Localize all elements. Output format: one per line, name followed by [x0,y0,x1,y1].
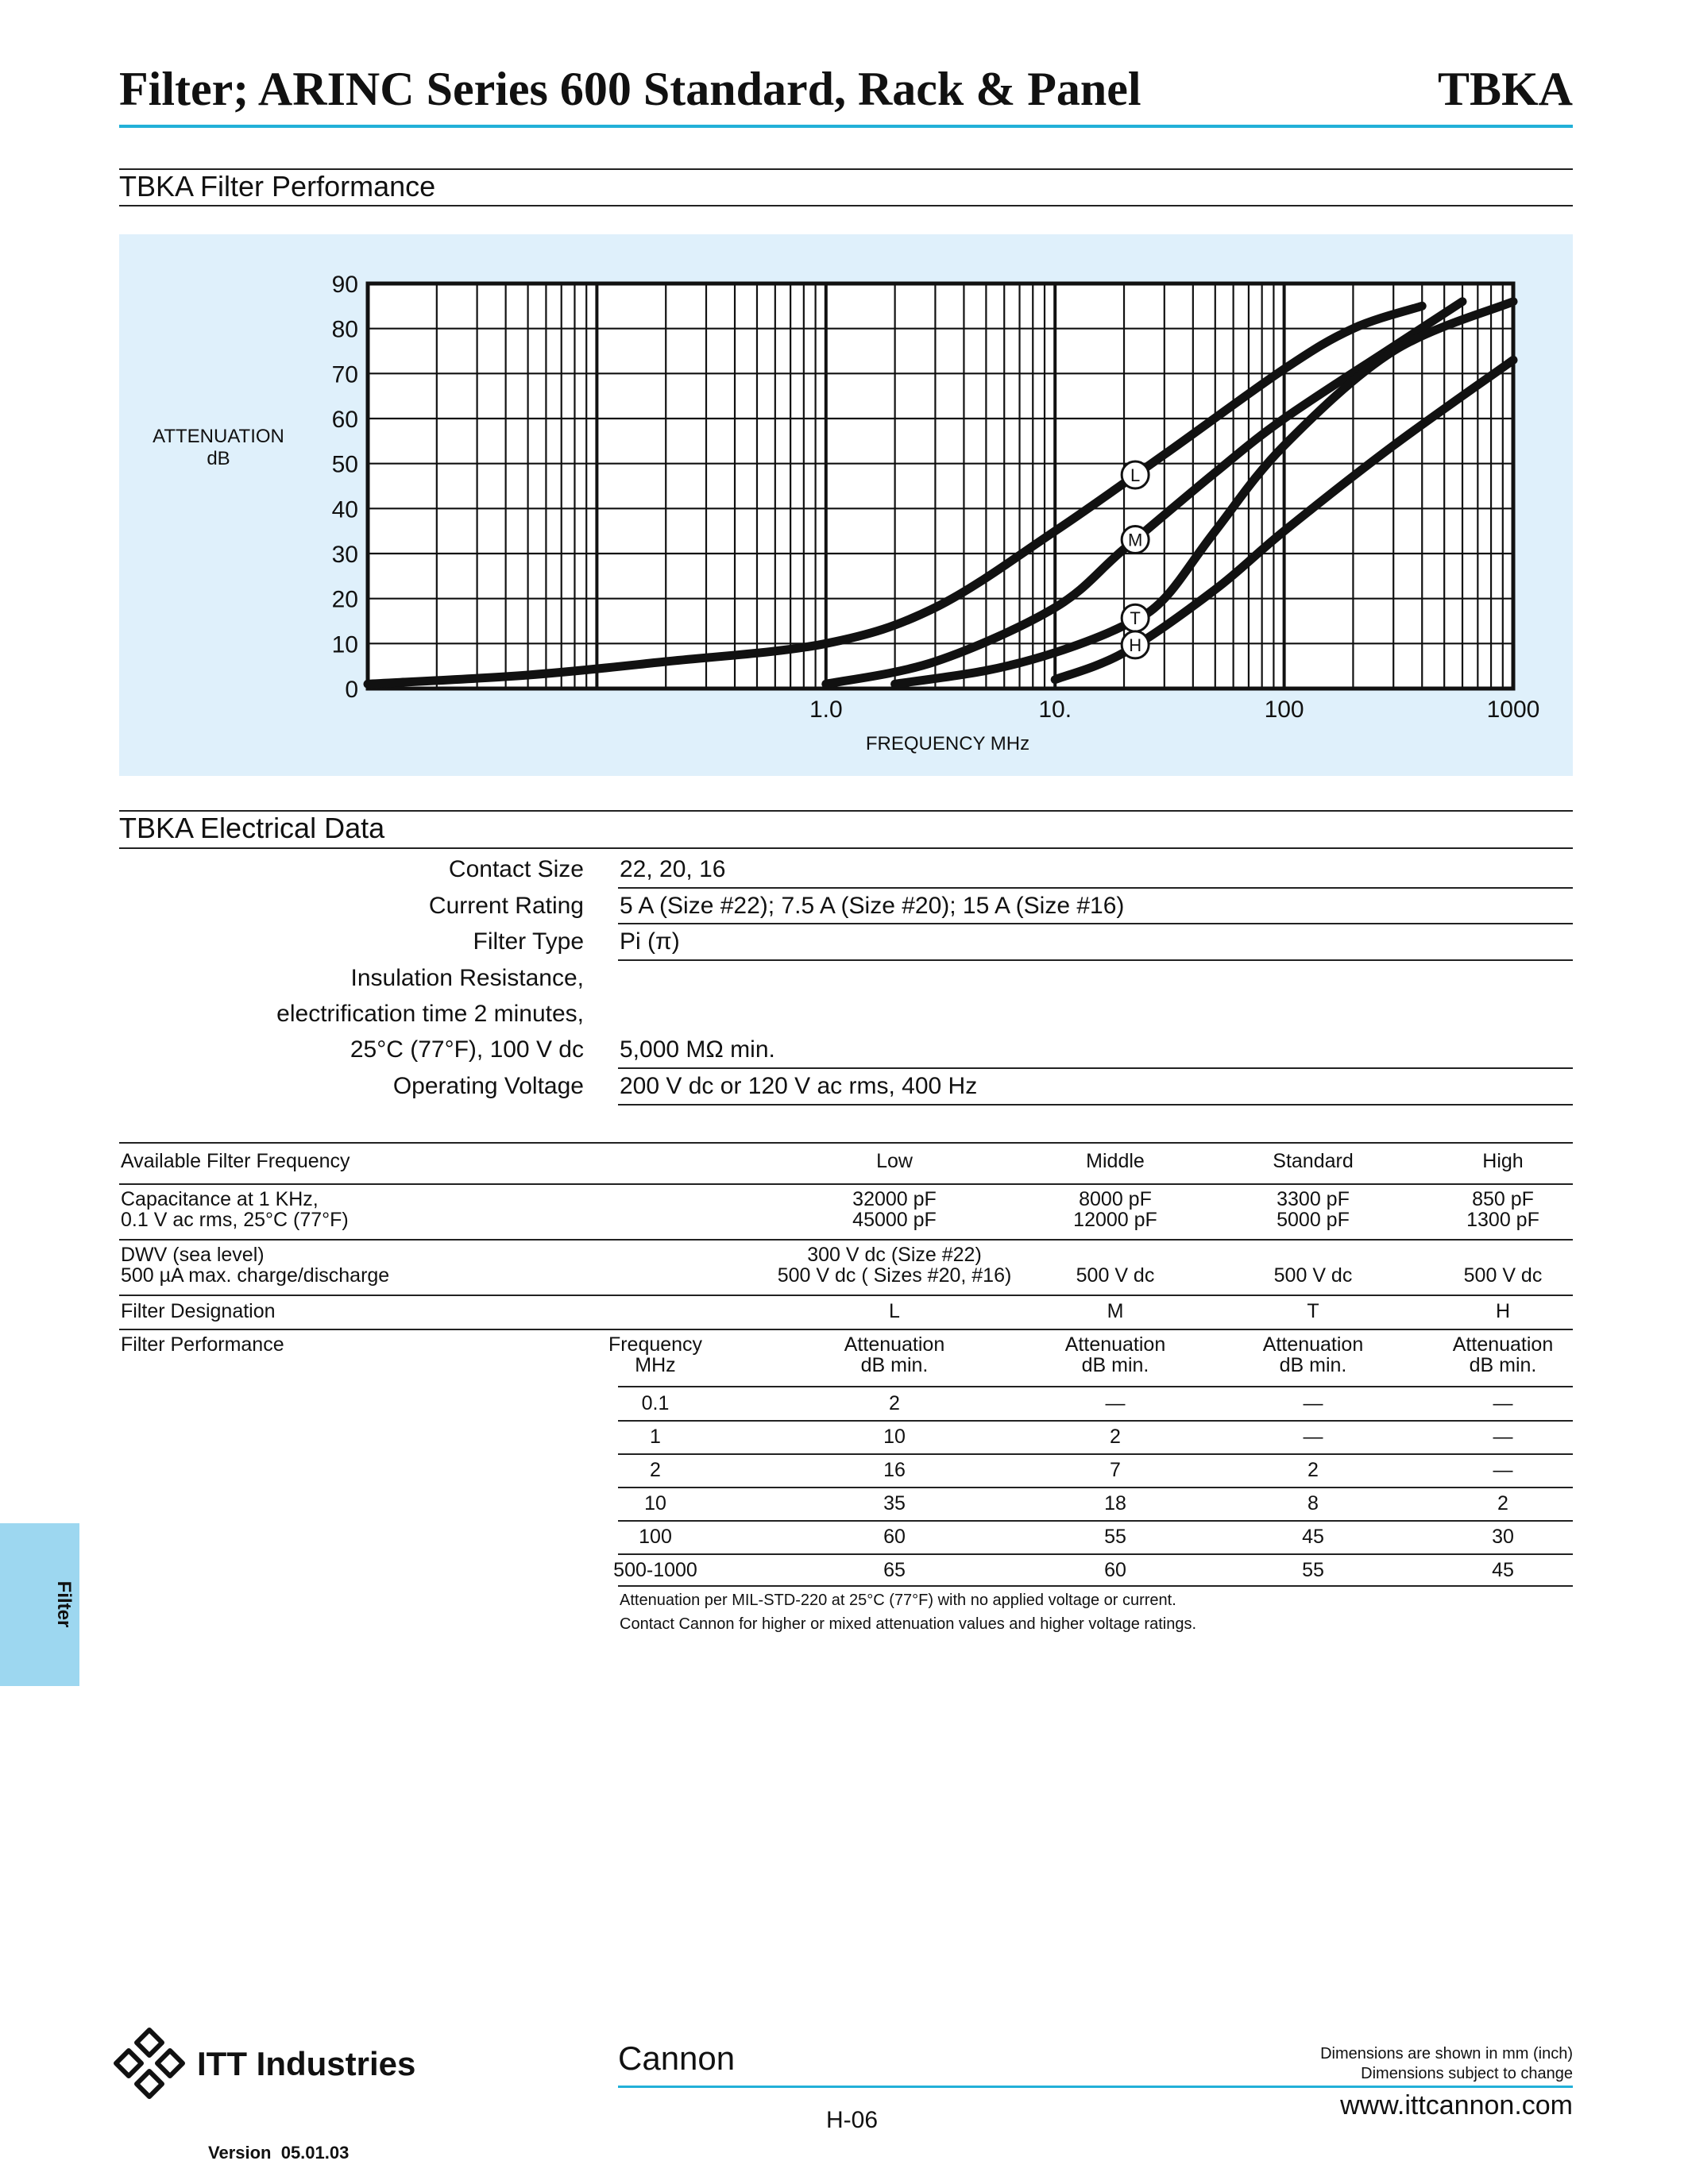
available-filter-label: Available Filter Frequency [121,1150,350,1172]
row-value: 22, 20, 16 [620,856,726,882]
table-note: Attenuation per MIL-STD-220 at 25°C (77°F) with no applied voltage or current. [620,1592,1176,1609]
row-label: Filter Type [473,928,584,955]
table-cell: 60 [1104,1559,1126,1581]
frequency-cell: 2 [650,1459,661,1481]
table-cell: 5000 pF [1277,1209,1350,1231]
table-cell: 2 [1497,1492,1508,1515]
table-cell: 18 [1104,1492,1126,1515]
header-rule [119,125,1573,128]
series-marker-label: T [1130,608,1141,629]
row-label: Operating Voltage [392,1073,584,1099]
table-row [0,1554,1688,1586]
table-cell: 55 [1302,1559,1324,1581]
capacitance-row [0,1185,1688,1237]
table-cell: 2 [889,1392,900,1414]
table-cell: 55 [1104,1526,1126,1548]
table-cell: L [889,1300,900,1322]
table-cell: — [1105,1392,1126,1414]
table-cell: 500 V dc ( Sizes #20, #16) [777,1264,1012,1287]
row-label: 25°C (77°F), 100 V dc [350,1036,584,1063]
table-cell: 500 V dc [1076,1264,1155,1287]
table-cell: — [1493,1426,1513,1448]
table-cell: H [1495,1300,1511,1322]
y-tick-label: 80 [331,316,358,343]
table-cell: 35 [883,1492,906,1515]
section-rule [119,847,1573,849]
dimension-note: Dimensions are shown in mm (inch) [1320,2045,1573,2062]
footer-rule [618,2086,1573,2088]
table-cell: 1300 pF [1466,1209,1539,1231]
table-cell: 300 V dc (Size #22) [807,1244,982,1266]
table-note: Contact Cannon for higher or mixed attenuation values and higher voltage ratings. [620,1615,1197,1633]
table-cell: 500 V dc [1463,1264,1543,1287]
frequency-header: Frequency [608,1333,703,1356]
x-tick-label: 100 [1264,696,1304,723]
frequency-cell: 0.1 [641,1392,670,1414]
chart-panel [119,234,1573,776]
series-marker-label: H [1129,635,1142,655]
side-tab-label: Filter [53,1580,75,1628]
company-name: ITT Industries [197,2045,416,2082]
row-value: Pi (π) [620,928,680,955]
electrical-row-current-rating [119,888,1573,924]
table-cell: 16 [883,1459,906,1481]
performance-header-row [0,1330,1688,1386]
row-label: 0.1 V ac rms, 25°C (77°F) [121,1209,349,1231]
table-header-row [0,1144,1688,1182]
table-cell: — [1303,1392,1323,1414]
table-cell: 30 [1492,1526,1514,1548]
frequency-unit: MHz [635,1354,676,1376]
attenuation-unit: dB min. [1279,1354,1347,1376]
column-header: Standard [1273,1150,1354,1172]
table-cell: M [1107,1300,1124,1322]
frequency-cell: 1 [650,1426,661,1448]
row-value: 5,000 MΩ min. [620,1036,775,1063]
row-label: 500 µA max. charge/discharge [121,1264,390,1287]
table-cell: 8 [1308,1492,1319,1515]
x-tick-label: 1000 [1486,696,1540,723]
row-label: Insulation Resistance, [350,965,584,991]
row-label: Contact Size [448,856,584,882]
y-tick-label: 0 [345,677,358,703]
frequency-cell: 100 [639,1526,672,1548]
series-marker-label: L [1130,465,1141,485]
y-tick-label: 50 [331,451,358,478]
table-row [0,1454,1688,1486]
row-label: Filter Performance [121,1333,284,1356]
page-number: H-06 [826,2107,879,2133]
website-link[interactable]: www.ittcannon.com [1340,2090,1573,2120]
itt-logo-icon [113,2027,186,2100]
row-label: DWV (sea level) [121,1244,265,1266]
y-tick-label: 30 [331,542,358,568]
table-cell: — [1493,1459,1513,1481]
x-axis-label: FREQUENCY MHz [865,733,1030,754]
x-tick-label: 1.0 [809,696,843,723]
table-cell: 8000 pF [1079,1188,1152,1210]
dimension-note: Dimensions subject to change [1361,2065,1573,2082]
table-row [0,1421,1688,1453]
row-label: Capacitance at 1 KHz, [121,1188,319,1210]
row-value: 5 A (Size #22); 7.5 A (Size #20); 15 A (Size #16) [620,893,1125,919]
table-cell: 2 [1110,1426,1121,1448]
table-cell: — [1493,1392,1513,1414]
electrical-row-contact-size [119,851,1573,888]
table-cell: 60 [883,1526,906,1548]
table-cell: 32000 pF [852,1188,937,1210]
table-cell: 65 [883,1559,906,1581]
table-row [0,1521,1688,1553]
table-cell: 10 [883,1426,906,1448]
y-tick-label: 60 [331,407,358,433]
attenuation-unit: dB min. [860,1354,929,1376]
table-cell: 7 [1110,1459,1121,1481]
table-cell: 850 pF [1472,1188,1534,1210]
attenuation-header: Attenuation [1064,1333,1166,1356]
performance-section-title: TBKA Filter Performance [119,170,436,203]
frequency-cell: 10 [644,1492,666,1515]
series-marker-label: M [1127,530,1143,550]
electrical-row-insulation-3 [119,1032,1573,1068]
y-tick-label: 90 [331,272,358,298]
table-cell: 3300 pF [1277,1188,1350,1210]
table-row [0,1488,1688,1519]
attenuation-header: Attenuation [1452,1333,1554,1356]
table-cell: — [1303,1426,1323,1448]
row-label: electrification time 2 minutes, [276,1001,584,1027]
attenuation-header: Attenuation [1262,1333,1364,1356]
x-tick-label: 10. [1038,696,1072,723]
column-header: Low [876,1150,913,1172]
table-cell: 12000 pF [1073,1209,1157,1231]
row-value: 200 V dc or 120 V ac rms, 400 Hz [620,1073,978,1099]
page-title: Filter; ARINC Series 600 Standard, Rack & Panel [119,63,1141,115]
product-code: TBKA [1437,63,1573,115]
table-cell: 45 [1492,1559,1514,1581]
attenuation-unit: dB min. [1469,1354,1537,1376]
brand-name: Cannon [618,2039,736,2077]
y-axis-label: ATTENUATION dB [153,426,284,469]
version-label: Version 05.01.03 [208,2143,350,2163]
dwv-row [0,1241,1688,1293]
table-cell: 2 [1308,1459,1319,1481]
column-header: High [1482,1150,1524,1172]
row-rule [618,1104,1573,1106]
electrical-row-insulation-1 [119,960,1573,997]
frequency-cell: 500-1000 [613,1559,697,1581]
table-row [0,1387,1688,1419]
electrical-row-insulation-2 [119,996,1573,1032]
table-cell: 500 V dc [1273,1264,1353,1287]
row-label: Filter Designation [121,1300,276,1322]
y-tick-label: 70 [331,361,358,388]
attenuation-unit: dB min. [1081,1354,1149,1376]
y-tick-label: 40 [331,496,358,523]
designation-row [0,1296,1688,1328]
table-cell: 45 [1302,1526,1324,1548]
table-rule [618,1585,1573,1587]
table-cell: 45000 pF [852,1209,937,1231]
section-rule [119,205,1573,206]
column-header: Middle [1086,1150,1145,1172]
y-tick-label: 10 [331,631,358,658]
electrical-row-filter-type [119,924,1573,960]
table-cell: T [1307,1300,1319,1322]
y-tick-label: 20 [331,586,358,613]
electrical-row-operating-voltage [119,1068,1573,1105]
attenuation-header: Attenuation [844,1333,945,1356]
electrical-section-title: TBKA Electrical Data [119,812,385,844]
row-label: Current Rating [428,893,584,919]
attenuation-chart [119,234,1573,776]
side-tab-filter[interactable] [0,1523,79,1686]
